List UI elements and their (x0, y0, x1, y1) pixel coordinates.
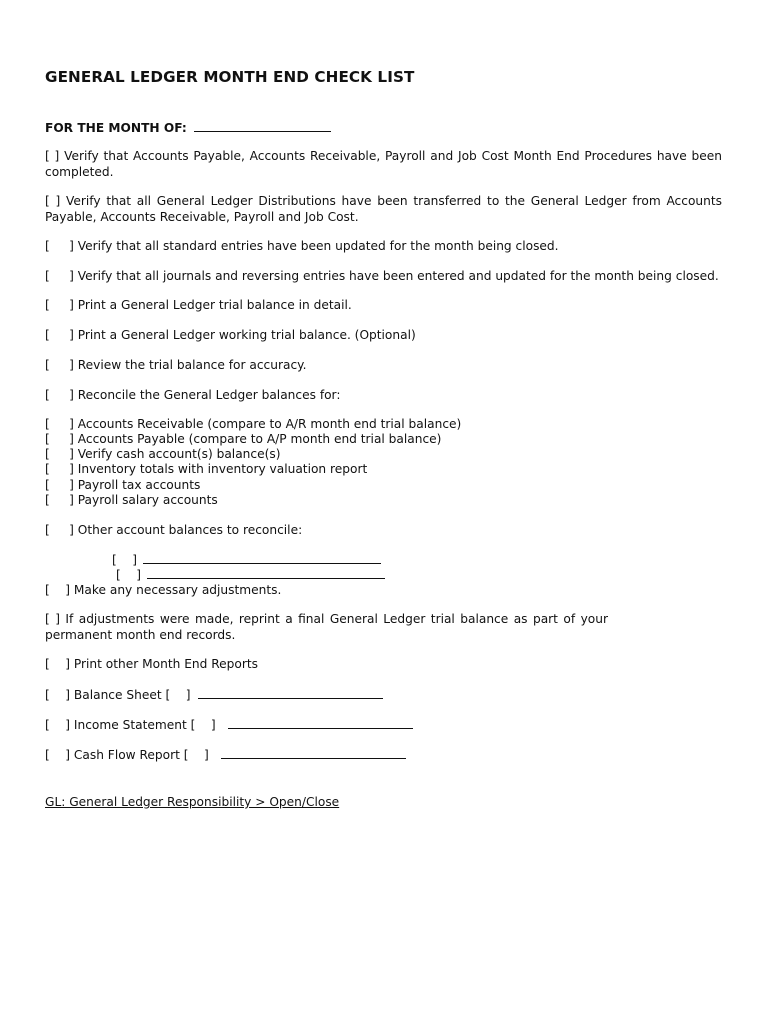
print-other-reports-item: [ ] Print other Month End Reports (45, 657, 258, 671)
reconcile-item-3: [ ] Verify cash account(s) balance(s) (45, 447, 281, 461)
cash-flow-blank-line (221, 747, 406, 759)
reconcile-item-1: [ ] Accounts Receivable (compare to A/R month end trial balance) (45, 417, 462, 431)
sub-checkbox-1: [ ] (112, 553, 138, 567)
balance-sheet-item (45, 687, 383, 703)
checklist-item-3: [ ] Verify that all standard entries have been updated for the month being closed. (45, 239, 559, 253)
reprint-item: [ ] If adjustments were made, reprint a final General Ledger trial balance as part of your permanent month end records. (45, 612, 608, 642)
checklist-item-6: [ ] Print a General Ledger working trial balance. (Optional) (45, 328, 416, 342)
navigation-path-footer: GL: General Ledger Responsibility > Open/Close (45, 795, 340, 809)
checklist-item-2: [ ] Verify that all General Ledger Distributions have been transferred to the General Ledger from Accounts Payable, Accounts Receivable, Payroll and Job Cost. (45, 194, 722, 224)
month-field (45, 120, 331, 135)
other-balance-row-1 (112, 552, 381, 568)
checklist-item-4: [ ] Verify that all journals and reversing entries have been entered and updated for the month being closed. (45, 269, 719, 283)
document-title: GENERAL LEDGER MONTH END CHECK LIST (45, 68, 415, 86)
other-balances-item: [ ] Other account balances to reconcile: (45, 523, 303, 537)
blank-line-1 (143, 552, 381, 564)
balance-sheet-label: [ ] Balance Sheet [ ] (45, 688, 191, 702)
checklist-item-7: [ ] Review the trial balance for accuracy. (45, 358, 307, 372)
balance-sheet-blank-line (198, 687, 383, 699)
sub-checkbox-2: [ ] (116, 568, 142, 582)
cash-flow-label: [ ] Cash Flow Report [ ] (45, 748, 209, 762)
other-balance-row-2 (116, 567, 385, 583)
income-statement-label: [ ] Income Statement [ ] (45, 718, 216, 732)
checklist-item-8: [ ] Reconcile the General Ledger balances for: (45, 388, 341, 402)
cash-flow-item (45, 747, 406, 763)
checklist-item-1: [ ] Verify that Accounts Payable, Accounts Receivable, Payroll and Job Cost Month End Procedures have been completed. (45, 149, 722, 179)
income-statement-blank-line (228, 717, 413, 729)
reconcile-item-6: [ ] Payroll salary accounts (45, 493, 218, 507)
reconcile-item-4: [ ] Inventory totals with inventory valuation report (45, 462, 368, 476)
checklist-item-5: [ ] Print a General Ledger trial balance in detail. (45, 298, 352, 312)
adjustments-item: [ ] Make any necessary adjustments. (45, 583, 282, 597)
blank-line-2 (147, 567, 385, 579)
income-statement-item (45, 717, 413, 733)
reconcile-item-2: [ ] Accounts Payable (compare to A/P month end trial balance) (45, 432, 442, 446)
month-label: FOR THE MONTH OF: (45, 121, 187, 135)
month-blank-line (194, 120, 331, 132)
reconcile-item-5: [ ] Payroll tax accounts (45, 478, 201, 492)
